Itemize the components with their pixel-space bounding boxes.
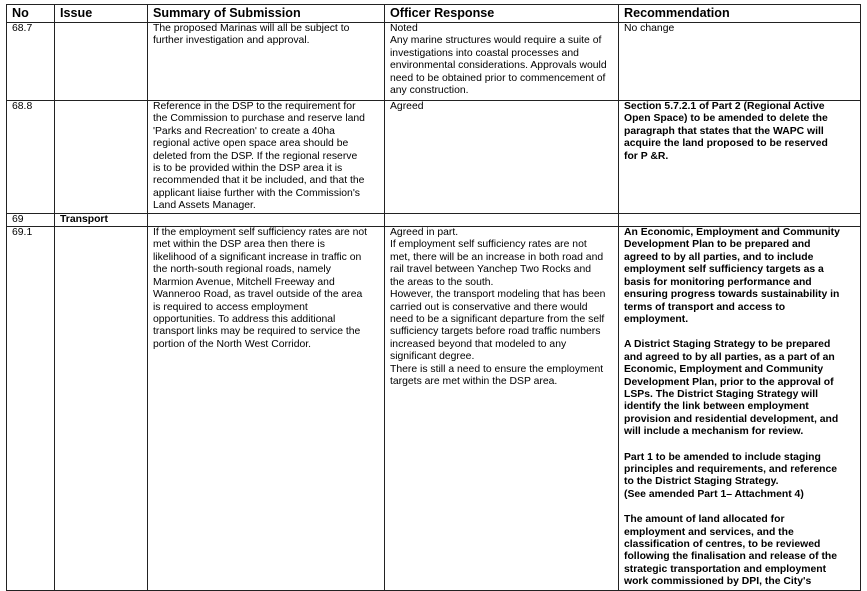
summary-text: The proposed Marinas will all be subject to further investigation and approval. (153, 23, 350, 47)
row-issue (55, 227, 148, 591)
table-row (7, 101, 861, 214)
row-recommendation (619, 227, 861, 591)
row-recommendation (619, 213, 861, 226)
summary-text: If the employment self sufficiency rates are not met within the DSP area then there is likelihood of a significant increase in traffic on the north-south regional roads, namely Marmion Avenue, Mitchell Freeway and Wanneroo Road, as travel outside of the area is required to access employment opportunities. To address this additional transport links may be required to service the portion of the North West Corridor. (153, 227, 368, 350)
row-number: 68.8 (7, 101, 55, 214)
row-officer-response (385, 227, 619, 591)
row-summary (148, 213, 385, 226)
table-row (7, 213, 861, 226)
header-officer-response: Officer Response (385, 5, 619, 23)
recommendation-paragraph: The amount of land allocated for employment and services, and the classification of centres, to be reviewed following the finalisation and release of the strategic transportation and employment work commissioned by DPI, the City's (624, 514, 838, 588)
row-officer-response (385, 101, 619, 214)
header-no: No (7, 5, 55, 23)
recommendation-paragraph: An Economic, Employment and Community Development Plan to be prepared and agreed to by all parties, and to include employment self sufficiency targets as a basis for monitoring performance and ensuring progress towards sustainability in terms of transport and access to employment. (624, 227, 840, 325)
row-recommendation (619, 23, 861, 101)
response-text: Agreed (390, 101, 424, 112)
row-officer-response (385, 23, 619, 101)
recommendation-paragraph: A District Staging Strategy to be prepared and agreed to by all parties, as a part of an Economic, Employment and Community Development Plan, prior to the approval of LSPs. The District Staging Strategy will identify the link between employment provision and residential development, and will include a mechanism for review. (624, 339, 839, 438)
row-number: 68.7 (7, 23, 55, 101)
response-text: Noted Any marine structures would require a suite of investigations into coastal processes and environmental considerations. Approvals would need to be obtained prior to commencement of any construction. (390, 23, 607, 97)
row-issue (55, 23, 148, 101)
row-officer-response (385, 213, 619, 226)
row-issue: Transport (55, 213, 148, 226)
row-summary (148, 23, 385, 101)
row-summary (148, 101, 385, 214)
summary-text: Reference in the DSP to the requirement for the Commission to purchase and reserve land 'Parks and Recreation' to create a 40ha regional active open space area should be deleted from the DSP. If the regional reserve is to be provided within the DSP area it is recommended that it be included, and that the applicant liaise further with the Commission's Land Assets Manager. (153, 101, 365, 212)
row-recommendation (619, 101, 861, 214)
table-row (7, 23, 861, 101)
recommendation-paragraph: Part 1 to be amended to include staging principles and requirements, and reference to the District Staging Strategy. (See amended Part 1– Attachment 4) (624, 451, 838, 500)
row-issue (55, 101, 148, 214)
header-issue: Issue (55, 5, 148, 23)
row-summary (148, 227, 385, 591)
recommendation-text: Section 5.7.2.1 of Part 2 (Regional Active Open Space) to be amended to delete the paragraph that states that the WAPC will acquire the land proposed to be reserved for P &R. (624, 101, 828, 162)
response-text: Agreed in part. If employment self sufficiency rates are not met, there will be an increase in both road and rail travel between Yanchep Two Rocks and the areas to the south. However, the transport modeling that has been carried out is conservative and there would need to be a significant departure from the self sufficiency targets before road traffic numbers increased beyond that modeled to any significant degree. There is still a need to ensure the employment targets are met within the DSP area. (390, 227, 606, 387)
header-row (7, 5, 861, 23)
submissions-table (6, 4, 861, 591)
row-number: 69.1 (7, 227, 55, 591)
recommendation-text: No change (624, 23, 675, 34)
header-summary: Summary of Submission (148, 5, 385, 23)
table-row (7, 227, 861, 591)
row-number: 69 (7, 213, 55, 226)
header-recommendation: Recommendation (619, 5, 861, 23)
